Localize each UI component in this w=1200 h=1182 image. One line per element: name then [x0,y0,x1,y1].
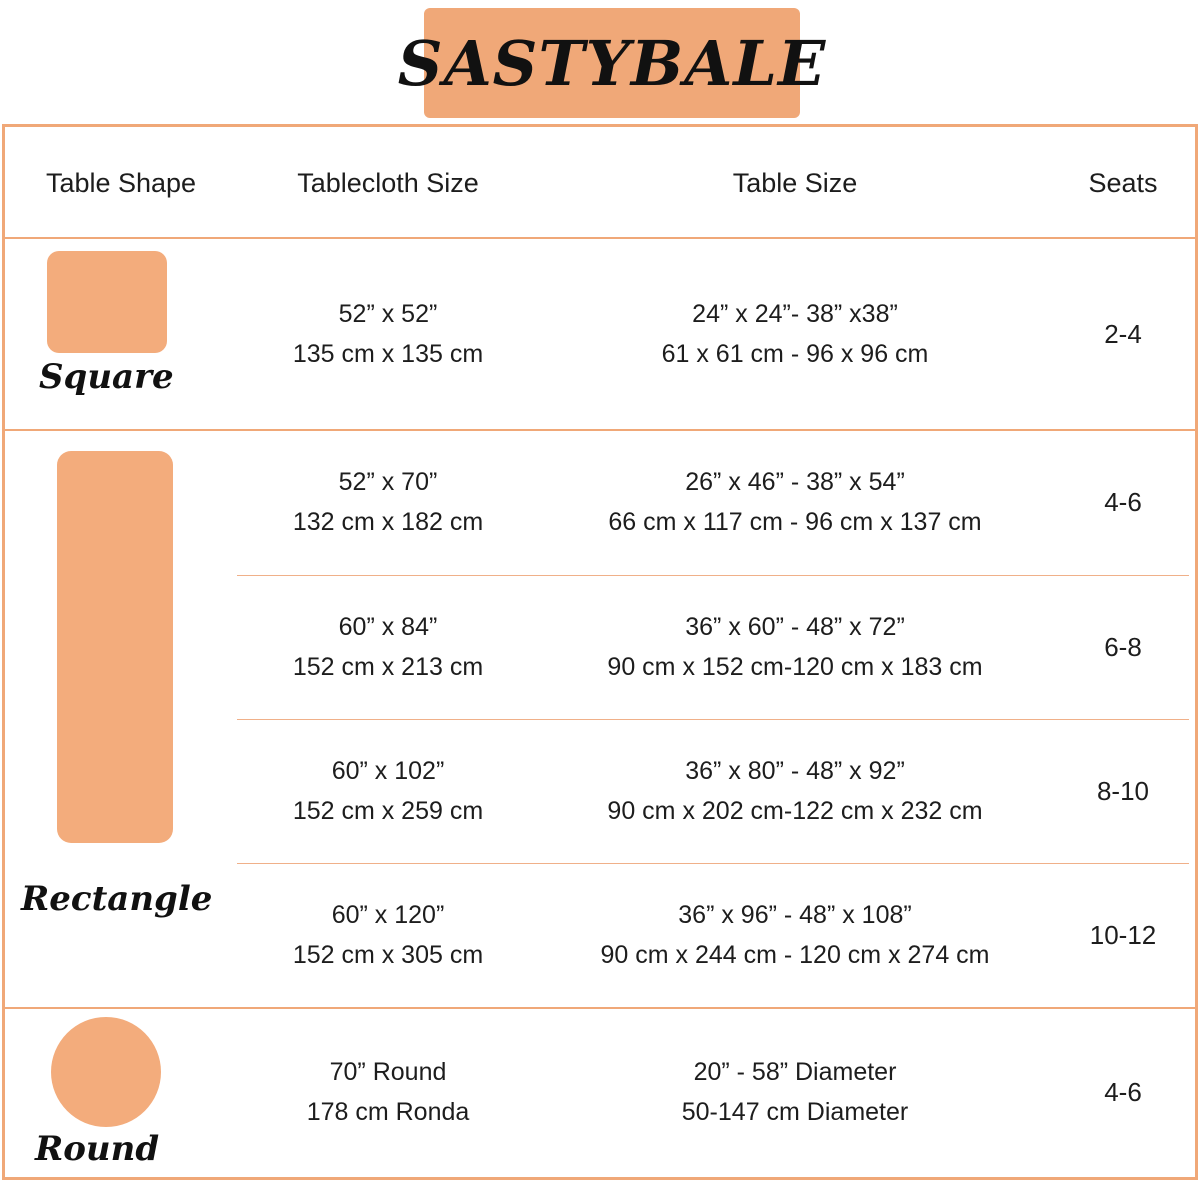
cell-table-size: 36” x 80” - 48” x 92” 90 cm x 202 cm-122 cm x 232 cm [607,756,983,825]
cell-seats: 2-4 [1104,318,1142,349]
shape-label-square: Square [39,357,174,397]
header-table-shape: Table Shape [45,167,197,198]
cell-seats: 6-8 [1104,631,1142,662]
cell-table-size: 26” x 46” - 38” x 54” 66 cm x 117 cm - 96 cm x 137 cm [608,467,982,536]
table-row [5,239,1195,429]
cell-tablecloth-size: 52” x 70” 132 cm x 182 cm [292,467,484,536]
header-tablecloth-size: Tablecloth Size [297,167,479,198]
table-row [5,575,1195,719]
size-chart-table [2,124,1198,1180]
cell-table-size: 36” x 96” - 48” x 108” 90 cm x 244 cm - 120 cm x 274 cm [600,900,990,969]
shape-label-rectangle: Rectangle [21,879,213,919]
header-table-size: Table Size [732,167,858,198]
cell-tablecloth-size: 70” Round 178 cm Ronda [306,1057,470,1126]
cell-table-size: 36” x 60” - 48” x 72” 90 cm x 152 cm-120 cm x 183 cm [607,612,983,681]
brand-banner [0,0,1200,120]
cell-seats: 4-6 [1104,486,1142,517]
cell-seats: 8-10 [1096,775,1150,806]
table-row [5,429,1195,575]
shape-label-round: Round [35,1129,160,1169]
brand-banner-background [397,8,827,118]
cell-tablecloth-size: 52” x 52” 135 cm x 135 cm [292,299,484,368]
cell-tablecloth-size: 60” x 102” 152 cm x 259 cm [292,756,484,825]
header-seats: Seats [1088,167,1158,198]
table-row [5,719,1195,863]
cell-tablecloth-size: 60” x 120” 152 cm x 305 cm [292,900,484,969]
cell-seats: 10-12 [1089,919,1157,950]
table-row [5,1007,1195,1177]
cell-table-size: 20” - 58” Diameter 50-147 cm Diameter [681,1057,909,1126]
cell-table-size: 24” x 24”- 38” x38” 61 x 61 cm - 96 x 96 cm [661,299,929,368]
cell-tablecloth-size: 60” x 84” 152 cm x 213 cm [292,612,484,681]
table-header-row [5,127,1195,239]
table-row [5,863,1195,1007]
cell-seats: 4-6 [1104,1076,1142,1107]
brand-name: SASTYBALE [397,26,827,100]
